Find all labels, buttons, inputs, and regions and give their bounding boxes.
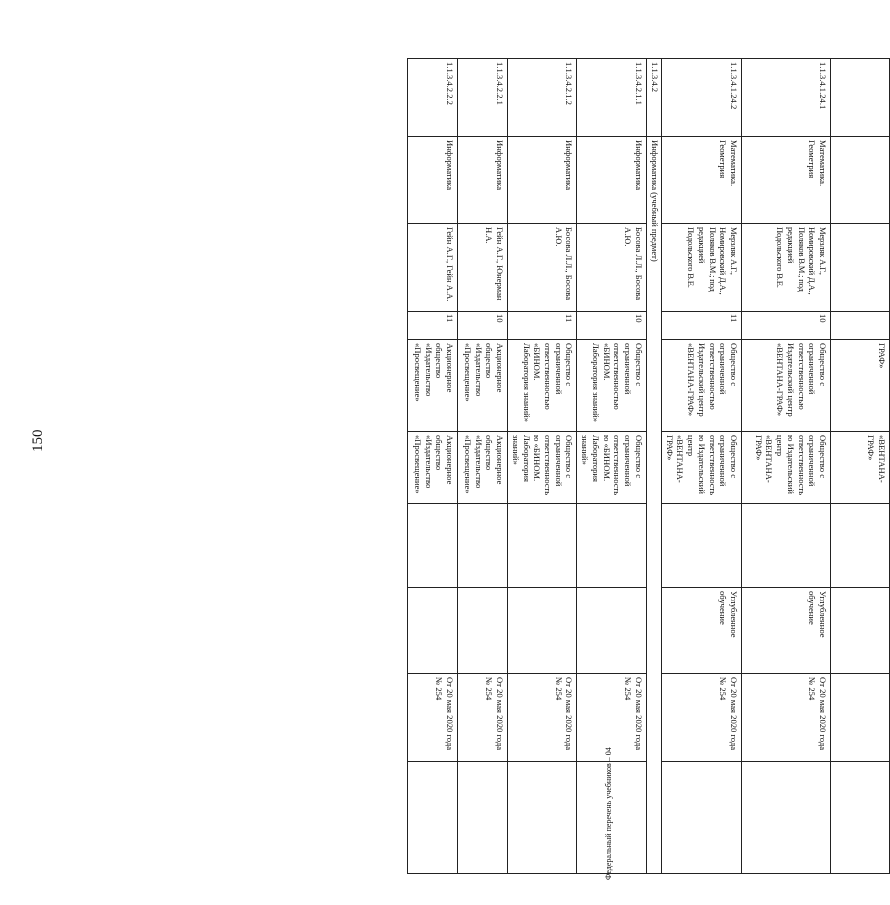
cell-order: От 20 мая 2020 года № 254	[508, 674, 577, 762]
cell-grade: 11	[508, 312, 577, 340]
cell-code: 1.1.3.4.2.1.2	[508, 59, 577, 137]
cell-publisher: «ВЕНТАНА-ГРАФ»	[831, 432, 890, 504]
cell-code: 1.1.3.4.1.24.1	[742, 59, 831, 137]
cell-note	[458, 588, 508, 674]
cell-subject	[831, 137, 890, 224]
cell-blank	[458, 762, 508, 874]
cell-grade: 11	[661, 312, 741, 340]
cell-blank	[831, 762, 890, 874]
cell-extra	[661, 504, 741, 588]
cell-authors: Гейн А.Г., Юнерман Н.А.	[458, 224, 508, 312]
cell-authors: Мерзляк А.Г., Номировский Д.А., Поляков В.М.; под редакцией Подольского В.Е.	[661, 224, 741, 312]
cell-authors	[831, 224, 890, 312]
cell-grade	[831, 312, 890, 340]
cell-publisher: Общество с ограниченной ответственностью «БИНОМ. Лаборатория знаний»	[508, 432, 577, 504]
section-title: Информатика (учебный предмет)	[646, 137, 661, 874]
cell-extra	[742, 504, 831, 588]
cell-publisher: Акционерное общество «Издательство «Просвещение»	[408, 432, 458, 504]
cell-authors: Мерзляк А.Г., Номировский Д.А., Поляков В.М.; под редакцией Подольского В.Е.	[742, 224, 831, 312]
textbook-table-wrapper	[407, 58, 890, 874]
table-row	[577, 59, 646, 874]
cell-subject: Математика. Геометрия	[742, 137, 831, 224]
cell-blank	[408, 762, 458, 874]
cell-grade: 10	[742, 312, 831, 340]
table-row	[508, 59, 577, 874]
page-number: 150	[30, 429, 46, 452]
cell-subject: Информатика	[458, 137, 508, 224]
cell-note	[577, 588, 646, 674]
cell-publisher: Акционерное общество «Издательство «Просвещение»	[458, 432, 508, 504]
textbook-table	[407, 58, 890, 874]
cell-extra	[458, 504, 508, 588]
cell-authors: Гейн А.Г., Гейн А.А.	[408, 224, 458, 312]
cell-authors: Босова Л.Л., Босова А.Ю.	[577, 224, 646, 312]
cell-note	[408, 588, 458, 674]
cell-order	[831, 674, 890, 762]
cell-publisher: Общество с ограниченной ответственностью Издательский центр «ВЕНТАНА-ГРАФ»	[742, 432, 831, 504]
cell-extra	[831, 504, 890, 588]
cell-name: Общество с ограниченной ответственностью «БИНОМ. Лаборатория знаний»	[577, 340, 646, 432]
cell-name: ГРАФ»	[831, 340, 890, 432]
cell-subject: Информатика	[508, 137, 577, 224]
cell-order: От 20 мая 2020 года № 254	[661, 674, 741, 762]
cell-grade: 10	[577, 312, 646, 340]
cell-extra	[508, 504, 577, 588]
cell-extra	[408, 504, 458, 588]
cell-order: От 20 мая 2020 года № 254	[742, 674, 831, 762]
cell-note: Углубленное обучение	[742, 588, 831, 674]
cell-extra	[577, 504, 646, 588]
cell-note	[831, 588, 890, 674]
cell-order: От 20 мая 2020 года № 254	[408, 674, 458, 762]
section-row	[646, 59, 661, 874]
cell-blank	[577, 762, 646, 874]
table-row	[661, 59, 741, 874]
cell-blank	[742, 762, 831, 874]
table-row	[831, 59, 890, 874]
table-row	[742, 59, 831, 874]
cell-code	[831, 59, 890, 137]
cell-code: 1.1.3.4.1.24.2	[661, 59, 741, 137]
cell-name: Акционерное общество «Издательство «Просвещение»	[458, 340, 508, 432]
cell-subject: Математика. Геометрия	[661, 137, 741, 224]
cell-grade: 11	[408, 312, 458, 340]
section-code: 1.1.3.4.2	[646, 59, 661, 137]
cell-blank	[508, 762, 577, 874]
cell-code: 1.1.3.4.2.2.1	[458, 59, 508, 137]
cell-blank	[661, 762, 741, 874]
cell-code: 1.1.3.4.2.1.1	[577, 59, 646, 137]
cell-publisher: Общество с ограниченной ответственностью Издательский центр «ВЕНТАНА-ГРАФ»	[661, 432, 741, 504]
cell-name: Общество с ограниченной ответственностью «БИНОМ. Лаборатория знаний»	[508, 340, 577, 432]
table-row	[408, 59, 458, 874]
page-footer: Федеральный перечень учебников – 04	[604, 747, 613, 880]
cell-name: Общество с ограниченной ответственностью Издательский центр «ВЕНТАНА-ГРАФ»	[742, 340, 831, 432]
cell-code: 1.1.3.4.2.2.2	[408, 59, 458, 137]
cell-order: От 20 мая 2020 года № 254	[458, 674, 508, 762]
cell-subject: Информатика	[408, 137, 458, 224]
cell-publisher: Общество с ограниченной ответственностью «БИНОМ. Лаборатория знаний»	[577, 432, 646, 504]
cell-grade: 10	[458, 312, 508, 340]
cell-note: Углубленное обучение	[661, 588, 741, 674]
table-row	[458, 59, 508, 874]
cell-authors: Босова Л.Л., Босова А.Ю.	[508, 224, 577, 312]
cell-name: Акционерное общество «Издательство «Просвещение»	[408, 340, 458, 432]
cell-order: От 20 мая 2020 года № 254	[577, 674, 646, 762]
cell-subject: Информатика	[577, 137, 646, 224]
cell-note	[508, 588, 577, 674]
cell-name: Общество с ограниченной ответственностью Издательский центр «ВЕНТАНА-ГРАФ»	[661, 340, 741, 432]
